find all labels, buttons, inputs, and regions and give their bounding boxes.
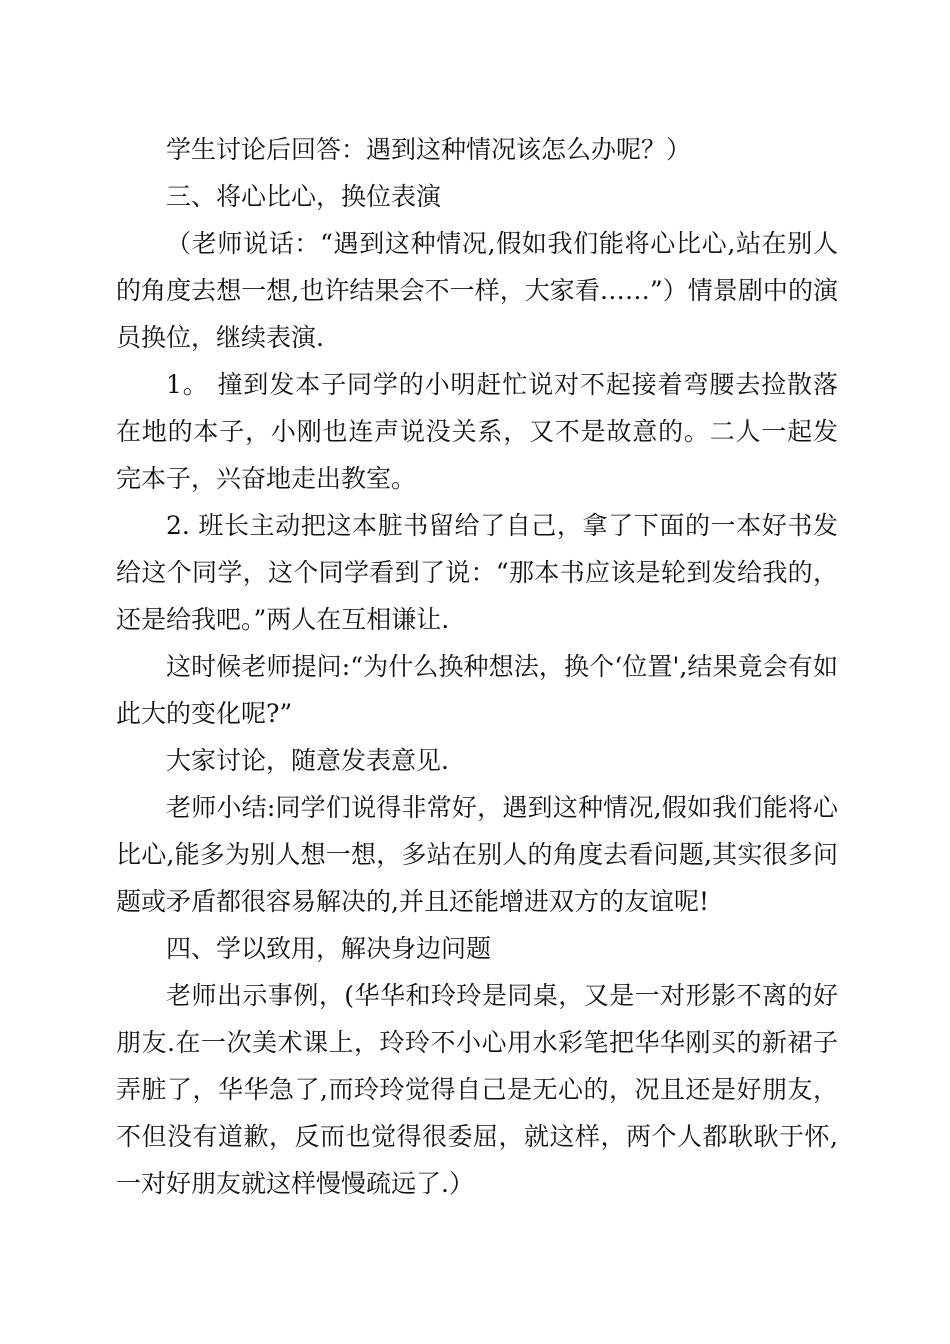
paragraph-teacher-speech: （老师说话：“遇到这种情况,假如我们能将心比心,站在别人的角度去想一想,也许结果会不一样，大家看……”）情景剧中的演员换位，继续表演. xyxy=(116,229,838,352)
paragraph-item-1: 1。 撞到发本子同学的小明赶忙说对不起接着弯腰去捡散落在地的本子，小刚也连声说没关系，又不是故意的。二人一起发完本子，兴奋地走出教室。 xyxy=(116,370,838,493)
paragraph-discussion: 大家讨论，随意发表意见. xyxy=(166,746,449,775)
paragraph-teacher-question: 这时候老师提问:“为什么换种想法，换个‘位置',结果竟会有如此大的变化呢?” xyxy=(116,652,838,728)
paragraph-student-answer: 学生讨论后回答：遇到这种情况该怎么办呢？） xyxy=(166,135,692,164)
paragraph-teacher-summary: 老师小结:同学们说得非常好，遇到这种情况,假如我们能将心比心,能多为别人想一想，多站在别人的角度去看问题,其实很多问题或矛盾都很容易解决的,并且还能增进双方的友谊呢! xyxy=(116,793,838,916)
document-body xyxy=(116,126,838,1207)
paragraph-example: 老师出示事例，(华华和玲玲是同桌，又是一对形影不离的好朋友.在一次美术课上，玲玲不小心用水彩笔把华华刚买的新裙子弄脏了，华华急了,而玲玲觉得自己是无心的，况且还是好朋友，不但没有道歉，反而也觉得很委屈，就这样，两个人都耿耿于怀,一对好朋友就这样慢慢疏远了.） xyxy=(116,981,838,1198)
paragraph-item-2: 2. 班长主动把这本脏书留给了自己，拿了下面的一本好书发给这个同学，这个同学看到了说：“那本书应该是轮到发给我的，还是给我吧。”两人在互相谦让. xyxy=(116,511,838,634)
section-heading-3: 三、将心比心，换位表演 xyxy=(166,182,442,211)
section-heading-4: 四、学以致用，解决身边问题 xyxy=(166,934,492,963)
